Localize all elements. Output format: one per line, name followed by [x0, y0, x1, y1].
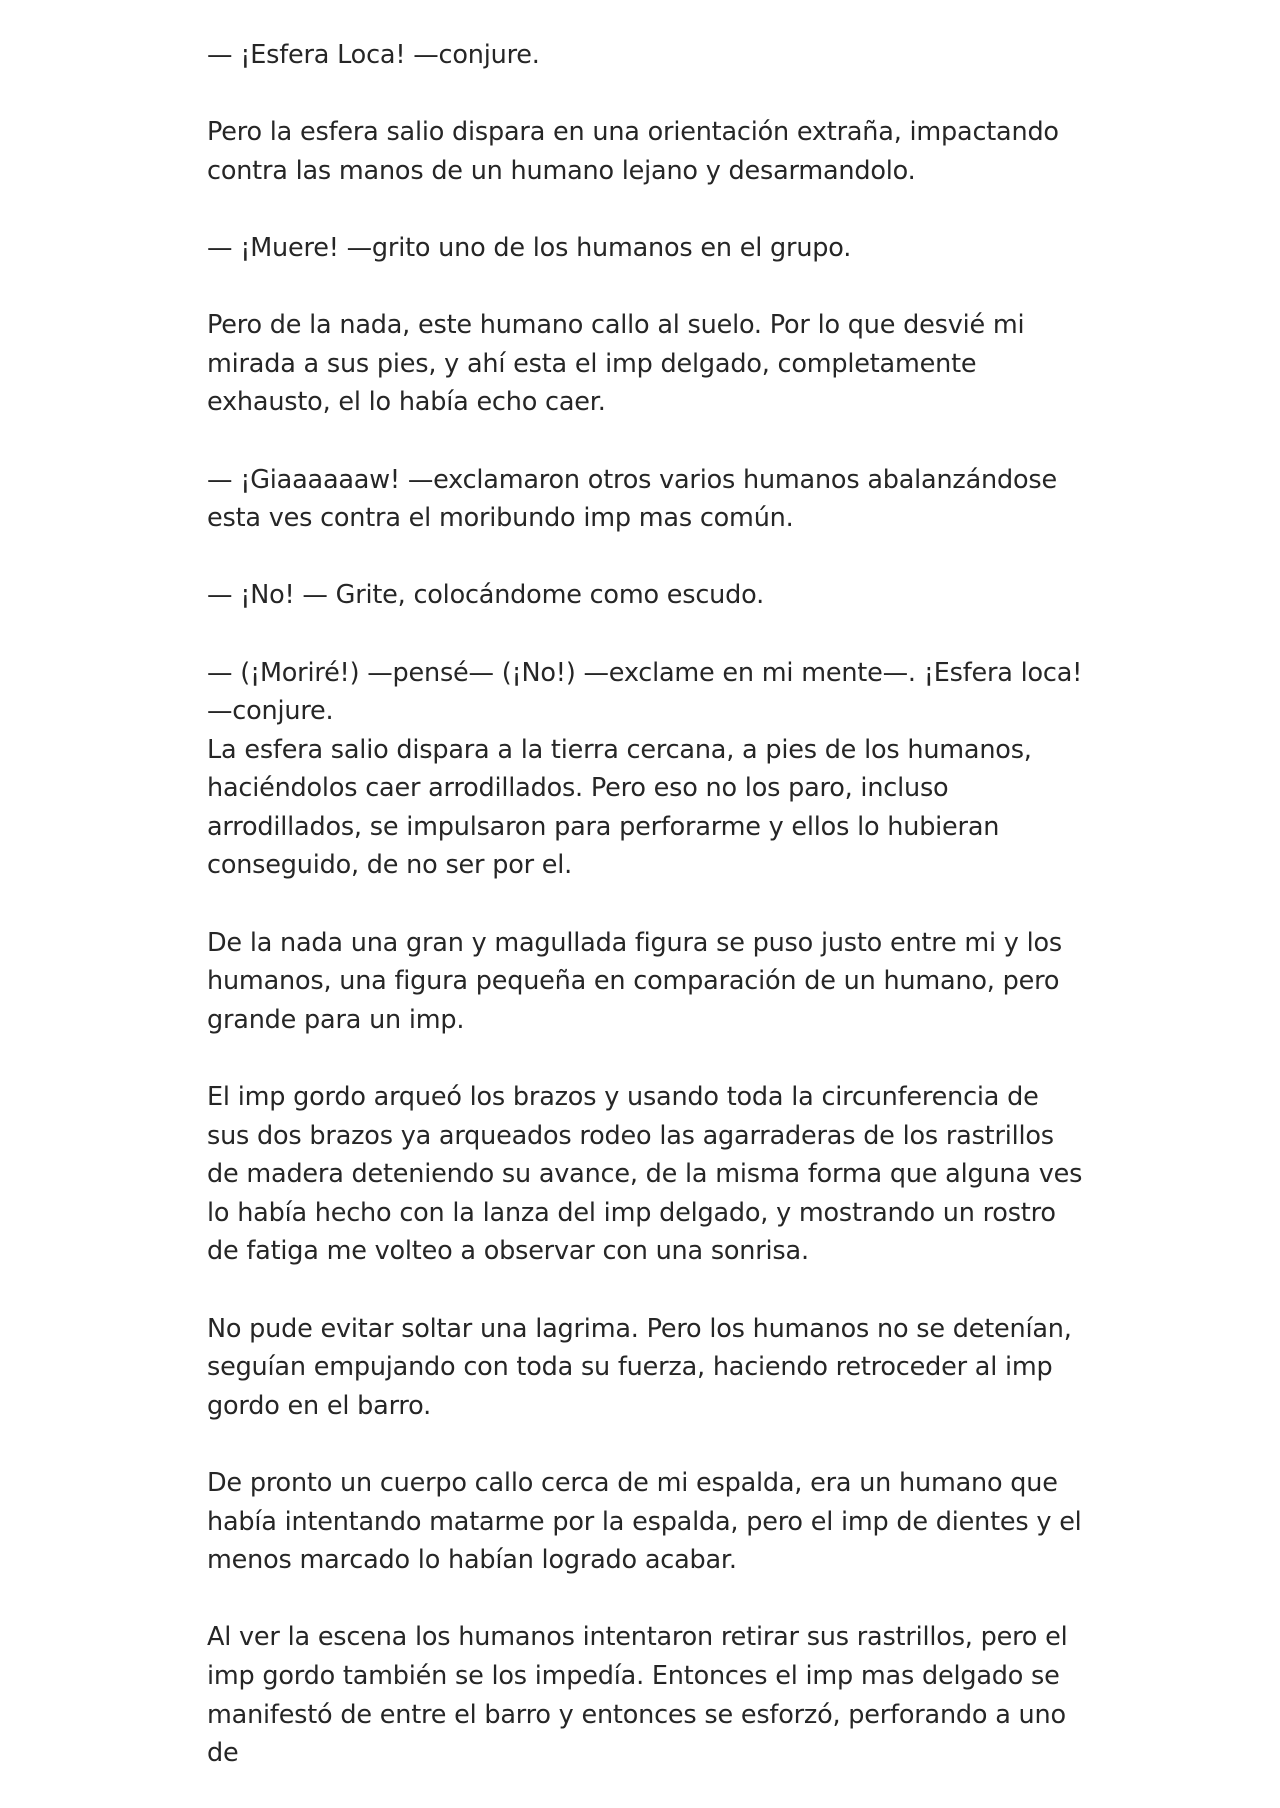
paragraph-3: — ¡Muere! —grito uno de los humanos en el grupo. — [207, 232, 852, 263]
paragraph-2: Pero la esfera salio dispara en una orientación extraña, impactando contra las manos de un humano lejano y desarmandolo. — [207, 117, 1059, 186]
paragraph-7: — (¡Moriré!) —pensé— (¡No!) —exclame en mi mente—. ¡Esfera loca! —conjure. — [207, 657, 1083, 727]
paragraph-11: No pude evitar soltar una lagrima. Pero los humanos no se detenían, seguían empujando con toda su fuerza, haciendo retroceder al imp gordo en el barro. — [207, 1313, 1072, 1421]
paragraph-1: — ¡Esfera Loca! —conjure. — [207, 40, 540, 70]
paragraph-13: Al ver la escena los humanos intentaron retirar sus rastrillos, pero el imp gordo también se los impedía. Entonces el imp mas delgado se manifestó de entre el barro y entonces se esforzó, perforando a uno de — [207, 1622, 1068, 1769]
paragraph-4: Pero de la nada, este humano callo al suelo. Por lo que desvié mi mirada a sus pies, y ahí esta el imp delgado, completamente exhausto, el lo había echo caer. — [207, 310, 1025, 418]
paragraph-5: — ¡Giaaaaaaw! —exclamaron otros varios humanos abalanzándose esta ves contra el moribundo imp mas común. — [207, 464, 1057, 534]
paragraph-6: — ¡No! — Grite, colocándome como escudo. — [207, 580, 764, 611]
paragraph-12: De pronto un cuerpo callo cerca de mi espalda, era un humano que había intentando matarme por la espalda, pero el imp de dientes y el menos marcado lo habían logrado acabar. — [207, 1467, 1082, 1576]
paragraph-9: De la nada una gran y magullada figura se puso justo entre mi y los humanos, una figura pequeña en comparación de un humano, pero grande para un imp. — [207, 927, 1062, 1035]
paragraph-10: El imp gordo arqueó los brazos y usando toda la circunferencia de sus dos brazos ya arqueados rodeo las agarraderas de los rastrillos de madera deteniendo su avance, de la misma forma que alguna ves lo había hecho con la lanza del imp delgado, y mostrando un rostro de fatiga me volteo a observar con una sonrisa. — [207, 1082, 1083, 1267]
paragraph-8: La esfera salio dispara a la tierra cercana, a pies de los humanos, haciéndolos caer arrodillados. Pero eso no los paro, incluso arrodillados, se impulsaron para perforarme y ellos lo hubieran conseguido, de no ser por el. — [207, 734, 1032, 881]
document-page — [207, 36, 1087, 1773]
